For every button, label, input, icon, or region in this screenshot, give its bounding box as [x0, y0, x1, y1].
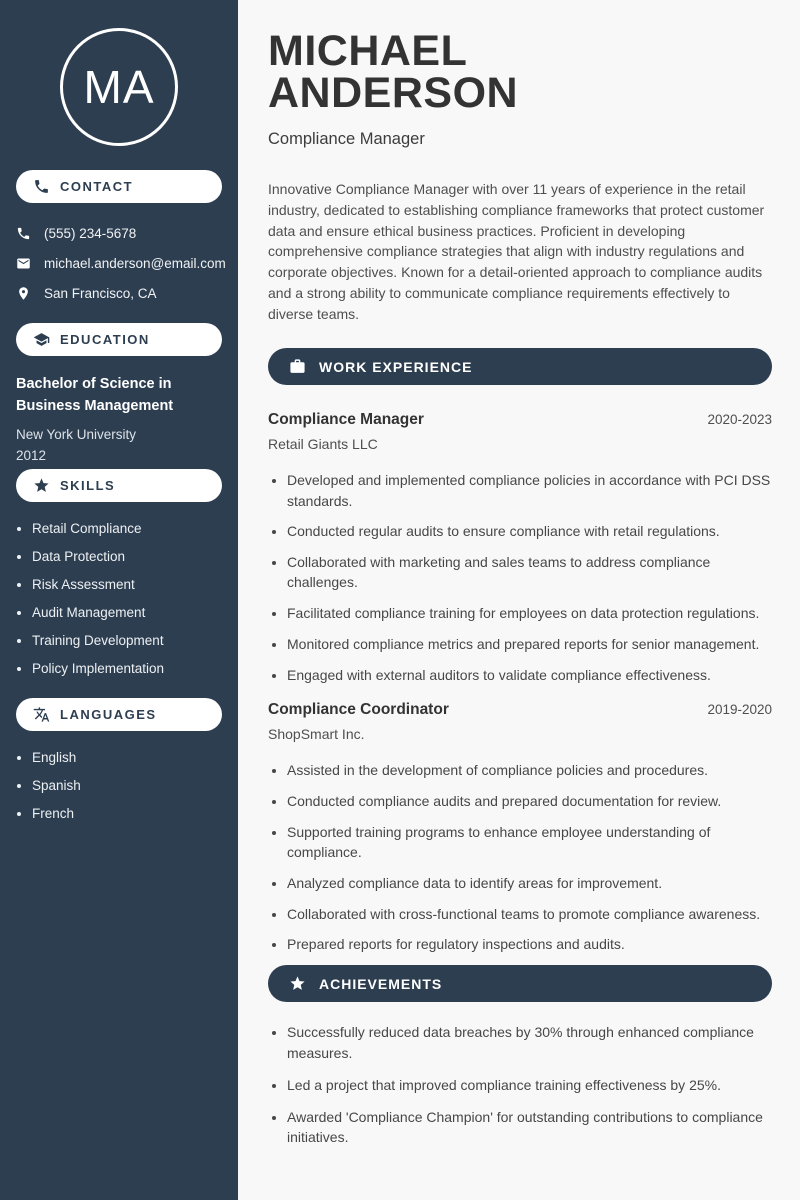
work-experience-section-header — [268, 348, 772, 385]
page-title — [268, 27, 772, 118]
job-company: Retail Giants LLC — [268, 436, 378, 453]
phone-icon — [33, 178, 50, 195]
job-bullet: • Conducted regular audits to ensure compliance with retail regulations. — [287, 521, 772, 541]
language-item: • English — [32, 750, 222, 765]
contact-section-header — [16, 170, 222, 203]
work-experience-section-title: WORK EXPERIENCE — [319, 358, 473, 375]
skill-item: • Data Protection — [32, 549, 222, 564]
language-item: • French — [32, 806, 222, 821]
skill-item: • Audit Management — [32, 605, 222, 620]
job-bullet: • Facilitated compliance training for employees on data protection regulations. — [287, 603, 772, 623]
job-bullet: • Collaborated with cross-functional teams to promote compliance awareness. — [287, 904, 772, 924]
education-section-title: EDUCATION — [60, 332, 150, 347]
email-icon — [16, 256, 31, 271]
job-bullet: • Engaged with external auditors to validate compliance effectiveness. — [287, 665, 772, 685]
name-line2: ANDERSON — [268, 69, 519, 118]
contact-location-value: San Francisco, CA — [44, 286, 157, 301]
skill-item: • Risk Assessment — [32, 577, 222, 592]
job-header — [268, 701, 772, 719]
job-bullet: • Monitored compliance metrics and prepared reports for senior management. — [287, 634, 772, 654]
job-bullet: • Analyzed compliance data to identify areas for improvement. — [287, 873, 772, 893]
job-company: ShopSmart Inc. — [268, 726, 365, 743]
achievement-item: • Successfully reduced data breaches by 30% through enhanced compliance measures. — [287, 1022, 772, 1063]
job-entry — [268, 411, 772, 685]
contact-email-value: michael.anderson@email.com — [44, 256, 226, 271]
contact-item-location — [16, 286, 222, 301]
languages-list — [0, 731, 238, 821]
achievements-list — [268, 1022, 772, 1147]
achievement-item: • Led a project that improved compliance training effectiveness by 25%. — [287, 1075, 772, 1095]
name-line1: MICHAEL — [268, 27, 468, 75]
achievement-item: • Awarded 'Compliance Champion' for outstanding contributions to compliance initiatives. — [287, 1107, 772, 1148]
briefcase-icon — [289, 358, 306, 375]
job-entry — [268, 701, 772, 955]
avatar-initials: MA — [83, 61, 155, 113]
education-degree: Bachelor of Science in Business Management — [16, 376, 174, 414]
achievements-section-header — [268, 965, 772, 1002]
achievements-section-title: ACHIEVEMENTS — [319, 975, 443, 992]
job-bullet-list — [268, 760, 772, 955]
contact-item-email — [16, 256, 226, 271]
job-bullet-list — [268, 470, 772, 685]
location-pin-icon — [16, 286, 31, 301]
avatar — [60, 28, 178, 146]
graduation-cap-icon — [33, 331, 50, 348]
education-entry — [0, 356, 238, 469]
skill-item: • Policy Implementation — [32, 661, 222, 676]
skills-section-header — [16, 469, 222, 502]
contact-list — [0, 203, 238, 301]
job-dates: 2019-2020 — [707, 702, 772, 718]
education-school: New York University — [16, 426, 137, 442]
education-year: 2012 — [16, 447, 47, 463]
job-title: Compliance Manager — [268, 411, 424, 429]
language-item: • Spanish — [32, 778, 222, 793]
job-bullet: • Assisted in the development of compliance policies and procedures. — [287, 760, 772, 780]
summary-text: Innovative Compliance Manager with over 11 years of experience in the retail industry, dedicated to establishing compliance frameworks that protect customer data and ensure ethical business practices. Proficient in developing comprehensive compliance strategies that align with industry regulations and corporate objectives. Known for a detail-oriented approach to compliance audits and a strong ability to communicate compliance requirements effectively to diverse teams. — [268, 181, 765, 322]
job-title: Compliance Coordinator — [268, 701, 449, 719]
languages-section-header — [16, 698, 222, 731]
skills-section-title: SKILLS — [60, 477, 116, 493]
translate-icon — [33, 706, 50, 723]
skills-list — [0, 502, 238, 676]
phone-icon — [16, 226, 31, 241]
skill-item: • Training Development — [32, 633, 222, 648]
job-bullet: • Conducted compliance audits and prepared documentation for review. — [287, 791, 772, 811]
job-bullet: • Developed and implemented compliance policies in accordance with PCI DSS standards. — [287, 470, 772, 511]
education-section-header — [16, 323, 222, 356]
job-header — [268, 411, 772, 429]
job-bullet: • Supported training programs to enhance employee understanding of compliance. — [287, 822, 772, 863]
main-content — [238, 0, 800, 1200]
skill-item: • Retail Compliance — [32, 521, 222, 536]
job-bullet: • Prepared reports for regulatory inspections and audits. — [287, 934, 772, 954]
job-title-subtitle: Compliance Manager — [268, 130, 425, 149]
job-dates: 2020-2023 — [707, 412, 772, 428]
contact-item-phone — [16, 226, 222, 241]
contact-section-title: CONTACT — [60, 179, 134, 194]
sidebar — [0, 0, 238, 1200]
languages-section-title: LANGUAGES — [60, 706, 157, 722]
job-bullet: • Collaborated with marketing and sales teams to address compliance challenges. — [287, 552, 772, 593]
contact-phone-value: (555) 234-5678 — [44, 226, 137, 241]
star-icon — [289, 975, 306, 992]
star-icon — [33, 477, 50, 494]
